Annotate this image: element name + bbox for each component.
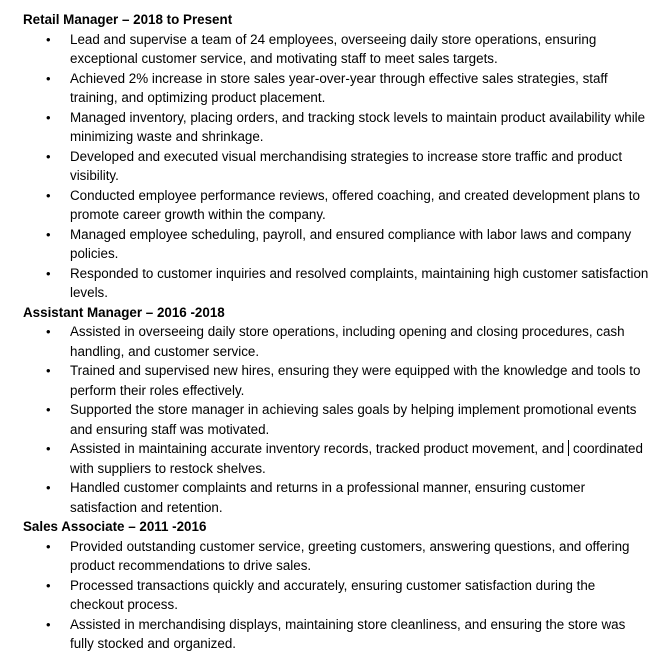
job-title-separator: –	[124, 519, 140, 534]
duty-bullet: • Handled customer complaints and returns in a professional manner, ensuring customer satisfaction and retention.	[23, 478, 650, 517]
duty-bullet: • Managed employee scheduling, payroll, and ensured compliance with labor laws and company policies.	[23, 225, 650, 264]
job-role: Sales Associate	[23, 519, 125, 534]
duty-bullet-text-part[interactable]: Assisted in maintaining accurate inventory records, tracked product movement, and	[70, 441, 565, 456]
duty-bullet-text[interactable]	[70, 441, 643, 476]
job-duties-list	[23, 30, 650, 303]
duty-bullet: • Supported the store manager in achieving sales goals by helping implement promotional events and ensuring staff was motivated.	[23, 400, 650, 439]
duty-bullet: • Trained and supervised new hires, ensuring they were equipped with the knowledge and tools to perform their roles effectively.	[23, 361, 650, 400]
job-title	[23, 303, 650, 323]
job-role: Assistant Manager	[23, 304, 143, 320]
job-duties-list	[23, 537, 650, 654]
duty-bullet: • Lead and supervise a team of 24 employees, overseeing daily store operations, ensuring exceptional customer service, and motivating staff to meet sales targets.	[23, 30, 650, 69]
job-role: Retail Manager	[23, 12, 119, 27]
job-section-sales-associate	[23, 517, 650, 654]
job-dates: 2016 -2018	[156, 304, 225, 320]
job-section-retail-manager	[23, 10, 650, 303]
job-dates: 2018 to Present	[133, 12, 233, 27]
duty-bullet-with-cursor[interactable]	[23, 439, 650, 478]
job-section-assistant-manager	[23, 303, 650, 518]
job-title	[23, 517, 650, 537]
duty-bullet: • Provided outstanding customer service, greeting customers, answering questions, and offering product recommendations to drive sales.	[23, 537, 650, 576]
job-duties-list	[23, 322, 650, 517]
duty-bullet: • Developed and executed visual merchandising strategies to increase store traffic and product visibility.	[23, 147, 650, 186]
job-title-separator: –	[142, 304, 157, 320]
duty-bullet: • Assisted in merchandising displays, maintaining store cleanliness, and ensuring the store was fully stocked and organized.	[23, 615, 650, 654]
duty-bullet: • Managed inventory, placing orders, and tracking stock levels to maintain product availability while minimizing waste and shrinkage.	[23, 108, 650, 147]
job-title	[23, 10, 650, 30]
duty-bullet: • Responded to customer inquiries and resolved complaints, maintaining high customer satisfaction levels.	[23, 264, 650, 303]
duty-bullet: • Achieved 2% increase in store sales year-over-year through effective sales strategies, staff training, and optimizing product placement.	[23, 69, 650, 108]
job-title-separator: –	[118, 12, 134, 27]
duty-bullet-text-part[interactable]: coordinated with suppliers to restock shelves.	[70, 441, 643, 476]
job-dates: 2011 -2016	[139, 519, 207, 534]
duty-bullet: • Assisted in overseeing daily store operations, including opening and closing procedures, cash handling, and customer service.	[23, 322, 650, 361]
duty-bullet: • Processed transactions quickly and accurately, ensuring customer satisfaction during the checkout process.	[23, 576, 650, 615]
duty-bullet: • Conducted employee performance reviews, offered coaching, and created development plans to promote career growth within the company.	[23, 186, 650, 225]
